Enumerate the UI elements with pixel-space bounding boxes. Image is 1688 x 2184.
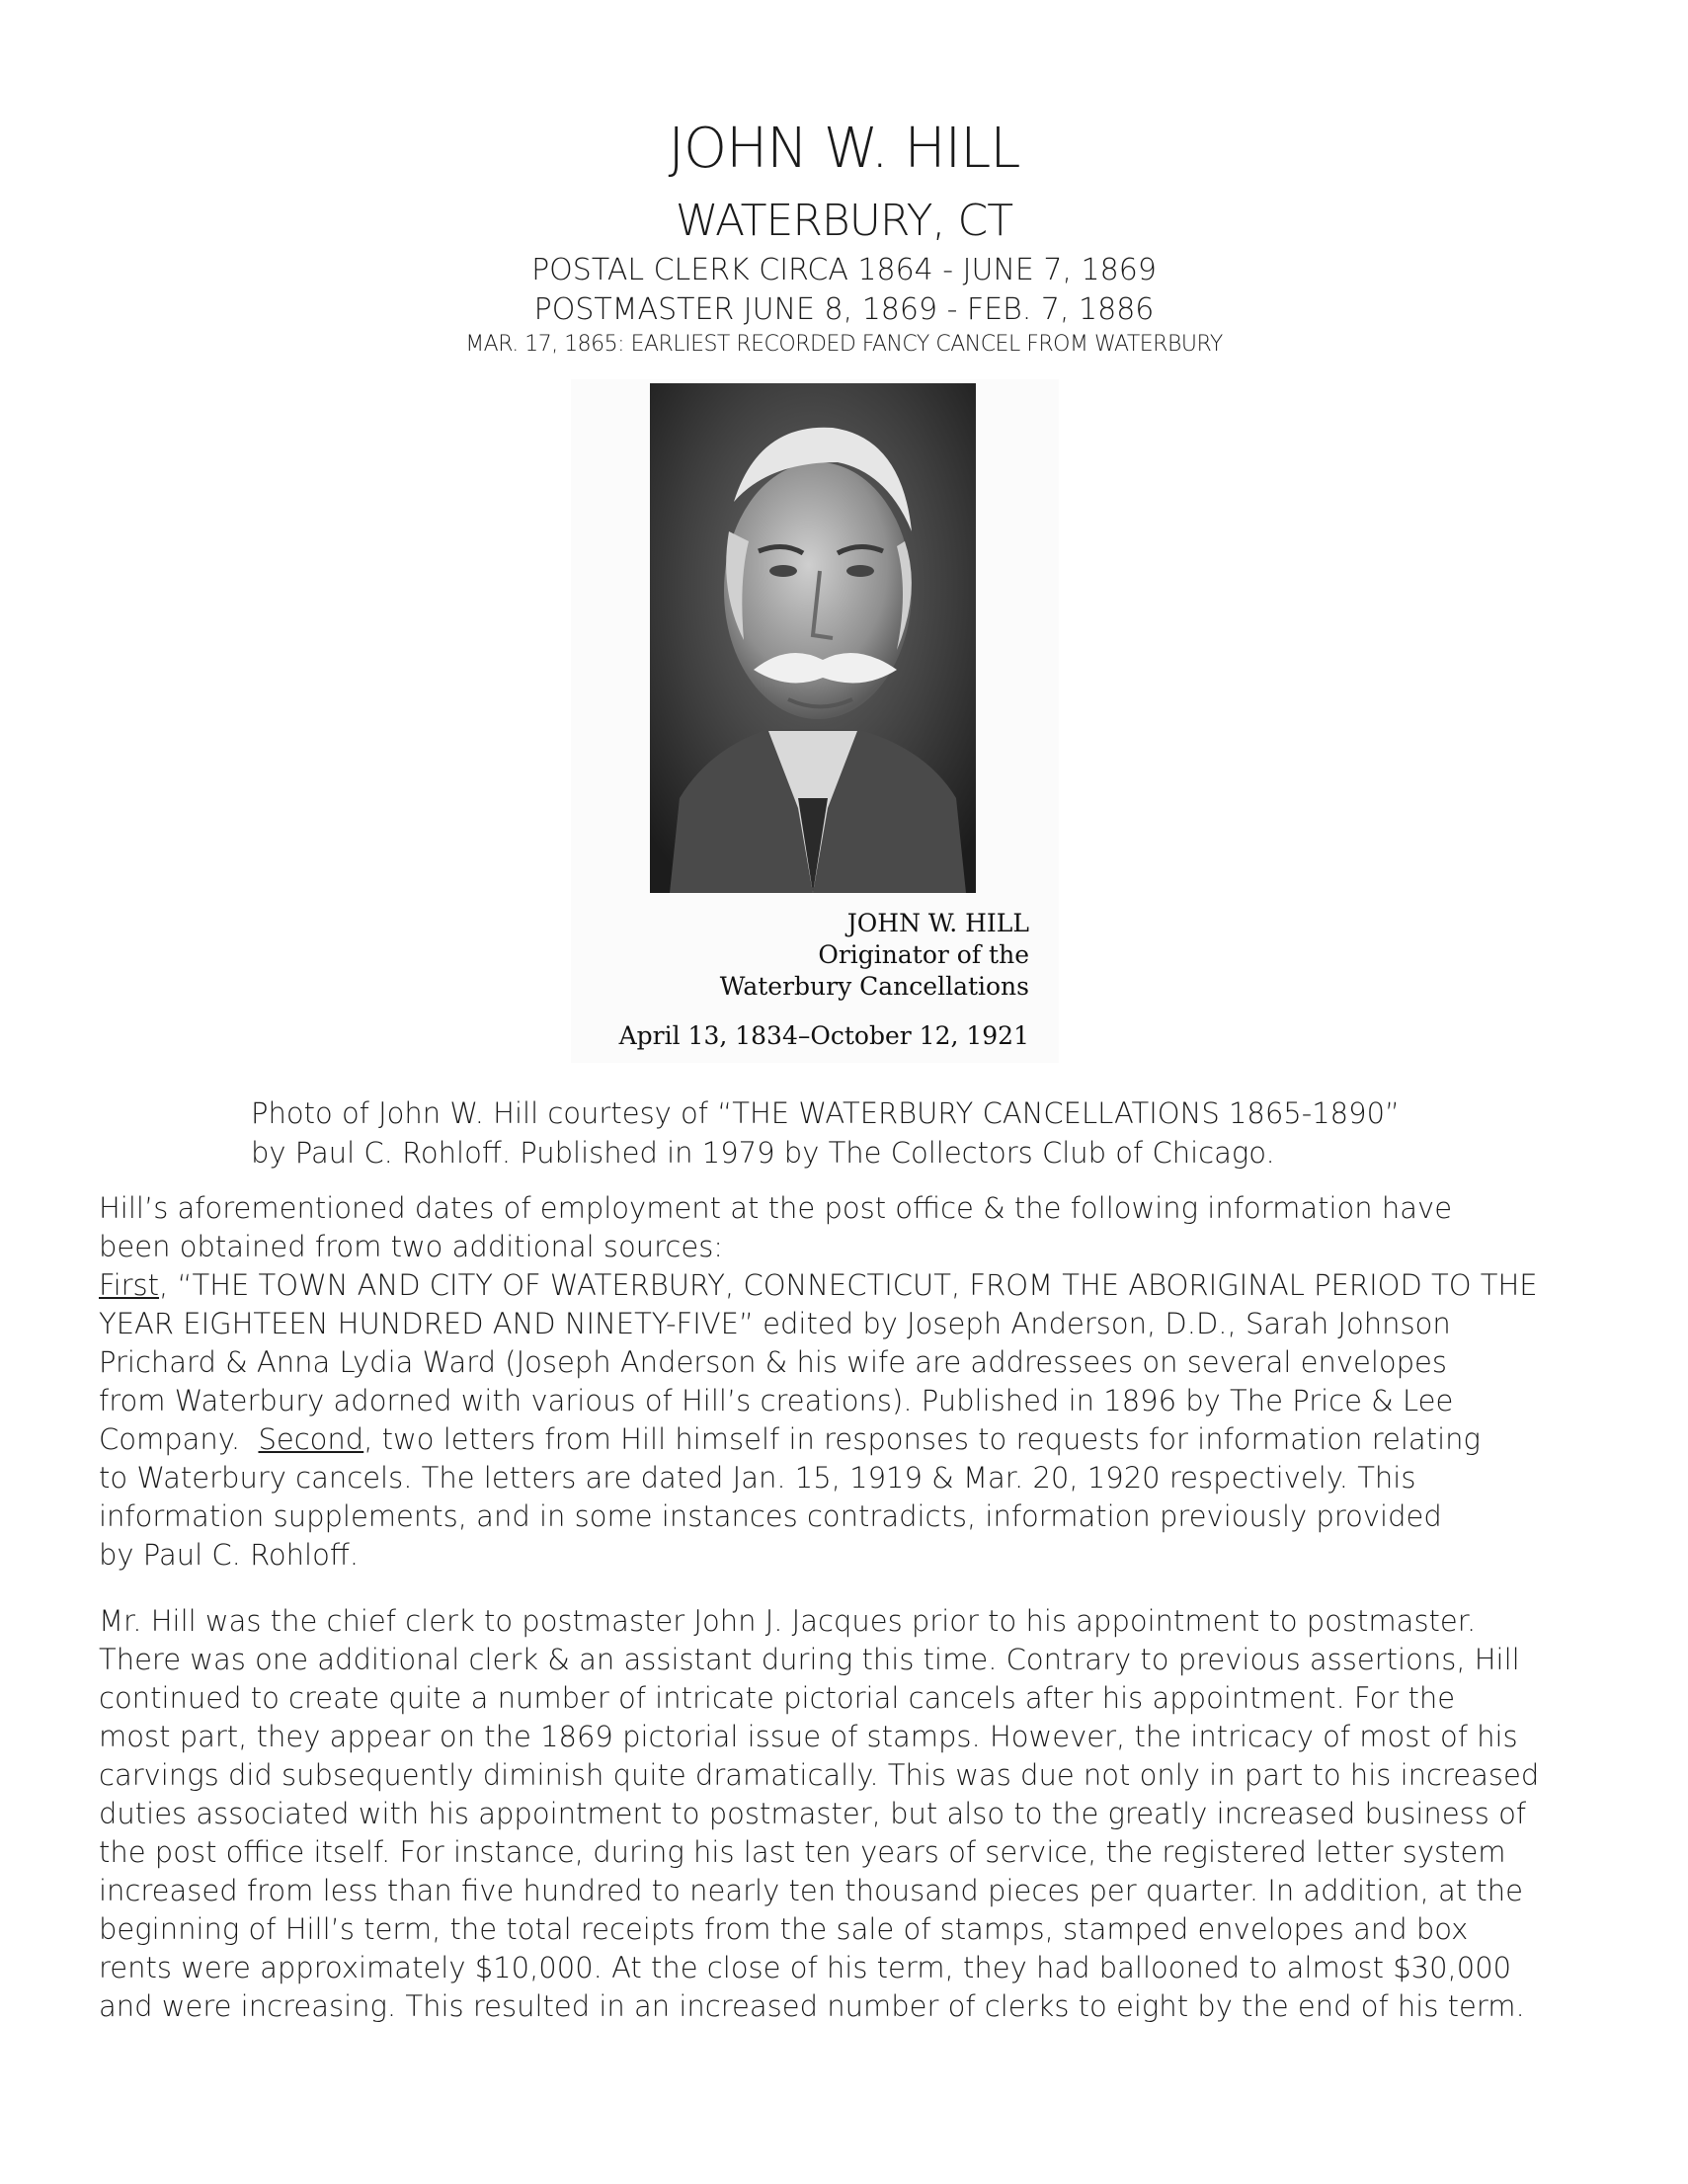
paragraph-line: YEAR EIGHTEEN HUNDRED AND NINETY-FIVE” edited by Joseph Anderson, D.D., Sarah Johnson — [99, 1307, 1451, 1340]
paragraph-line: from Waterbury adorned with various of Hill’s creations). Published in 1896 by The Price & Lee — [99, 1384, 1454, 1417]
sources-paragraph — [99, 1189, 1600, 1575]
paragraph-line: Mr. Hill was the chief clerk to postmaster John J. Jacques prior to his appointment to postmaster. — [99, 1604, 1477, 1638]
paragraph-line: increased from less than five hundred to nearly ten thousand pieces per quarter. In addition, at the — [99, 1874, 1523, 1907]
paragraph-line: Hill’s aforementioned dates of employment at the post office & the following information have — [99, 1191, 1453, 1225]
caption-role-line-2: Waterbury Cancellations — [719, 972, 1029, 1001]
paragraph-line — [99, 1420, 1600, 1459]
caption-life-dates: April 13, 1834–October 12, 1921 — [618, 1021, 1029, 1050]
portrait-photo — [650, 383, 976, 893]
clerk-dates: POSTAL CLERK CIRCA 1864 - JUNE 7, 1869 — [531, 253, 1157, 287]
location-subtitle: WATERBURY, CT — [675, 196, 1013, 246]
first-source-label: First — [99, 1268, 160, 1302]
photo-credit-line-2: by Paul C. Rohloff. Published in 1979 by The Collectors Club of Chicago. — [251, 1136, 1275, 1170]
second-source-text: , two letters from Hill himself in responses to requests for information relating — [363, 1422, 1481, 1456]
earliest-cancel-note: MAR. 17, 1865: EARLIEST RECORDED FANCY CANCEL FROM WATERBURY — [465, 332, 1223, 357]
paragraph-line: There was one additional clerk & an assistant during this time. Contrary to previous assertions, Hill — [99, 1643, 1520, 1676]
caption-name: JOHN W. HILL — [846, 909, 1029, 937]
paragraph-line: most part, they appear on the 1869 pictorial issue of stamps. However, the intricacy of most of his — [99, 1720, 1518, 1753]
first-source-text: , “THE TOWN AND CITY OF WATERBURY, CONNECTICUT, FROM THE ABORIGINAL PERIOD TO THE — [159, 1268, 1538, 1302]
paragraph-line: rents were approximately $10,000. At the close of his term, they had ballooned to almost $30,000 — [99, 1951, 1512, 1984]
paragraph-line: by Paul C. Rohloff. — [99, 1538, 360, 1572]
paragraph-line: information supplements, and in some instances contradicts, information previously provided — [99, 1499, 1442, 1533]
portrait-figure — [571, 379, 1059, 1063]
second-source-label: Second — [258, 1422, 364, 1456]
paragraph-line: been obtained from two additional sources: — [99, 1230, 724, 1263]
company-text: Company. — [99, 1422, 259, 1456]
photo-credit-line-1: Photo of John W. Hill courtesy of “THE WATERBURY CANCELLATIONS 1865-1890” — [251, 1096, 1401, 1130]
paragraph-line: Prichard & Anna Lydia Ward (Joseph Anderson & his wife are addressees on several envelopes — [99, 1345, 1448, 1379]
paragraph-line: and were increasing. This resulted in an increased number of clerks to eight by the end of his term. — [99, 1989, 1525, 2023]
page-title: JOHN W. HILL — [668, 117, 1020, 181]
paragraph-line: to Waterbury cancels. The letters are dated Jan. 15, 1919 & Mar. 20, 1920 respectively. This — [99, 1461, 1416, 1495]
paragraph-line — [99, 1266, 1600, 1305]
paragraph-line: carvings did subsequently diminish quite dramatically. This was due not only in part to his increased — [99, 1758, 1540, 1792]
caption-role-line-1: Originator of the — [818, 940, 1029, 969]
career-paragraph — [99, 1602, 1600, 2026]
paragraph-line: the post office itself. For instance, during his last ten years of service, the registered letter system — [99, 1835, 1506, 1869]
paragraph-line: duties associated with his appointment to postmaster, but also to the greatly increased business of — [99, 1797, 1527, 1830]
paragraph-line: continued to create quite a number of intricate pictorial cancels after his appointment. For the — [99, 1681, 1456, 1715]
postmaster-dates: POSTMASTER JUNE 8, 1869 - FEB. 7, 1886 — [533, 292, 1155, 327]
paragraph-line: beginning of Hill’s term, the total receipts from the sale of stamps, stamped envelopes and box — [99, 1912, 1469, 1946]
